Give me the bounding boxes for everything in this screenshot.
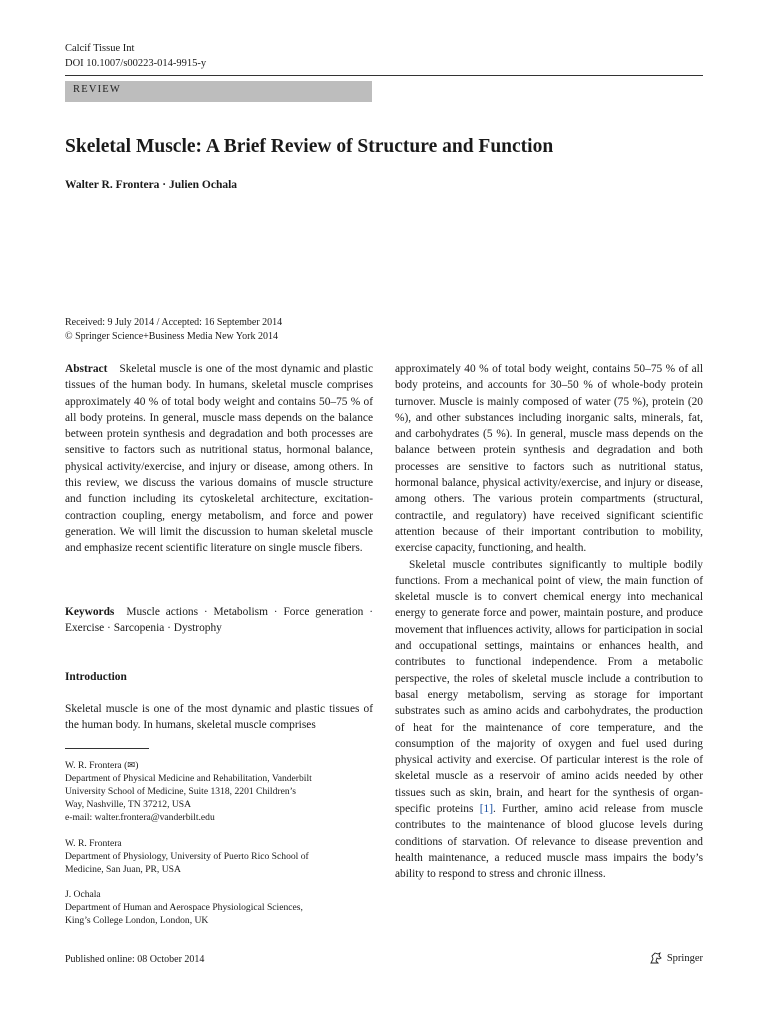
received-accepted: Received: 9 July 2014 / Accepted: 16 September 2014 — [65, 317, 283, 328]
keywords-text: Muscle actions · Metabolism · Force generation · Exercise · Sarcopenia · Dystrophy — [65, 606, 373, 635]
header-rule — [65, 75, 703, 76]
publisher-name: Springer — [666, 952, 703, 964]
paragraph-text: Skeletal muscle contributes significantly to multiple bodily functions. From a mechanical point of view, the main function of skeletal muscle is to convert chemical energy into mechanical energy to generate force and power, maintain posture, and produce movement that influences activity, allows for participation in social and occupational settings, maintains or enhances health, and contributes to functional independence. From a metabolic perspective, the roles of skeletal muscle include a contribution to basal energy metabolism, serving as storage for important substrates such as amino acids and carbohydrates, the production of heat for the maintenance of core temperature, and the consumption of the majority of oxygen and fuel used during physical activity and exercise. Of particular interest is the role of skeletal muscle as a reservoir of amino acids needed by other tissues such as skin, brain, and heart for the synthesis of organ-specific proteins — [395, 558, 703, 816]
publisher-logo — [649, 951, 703, 965]
affiliation-3 — [65, 888, 373, 927]
introduction-text: Skeletal muscle is one of the most dynamic and plastic tissues of the human body. In humans, skeletal muscle comprises — [65, 703, 373, 732]
affiliation-line: Department of Physical Medicine and Rehabilitation, Vanderbilt — [65, 773, 312, 784]
affiliation-email: e-mail: walter.frontera@vanderbilt.edu — [65, 812, 215, 823]
affiliation-line: Department of Physiology, University of Puerto Rico School of — [65, 851, 309, 862]
abstract-label: Abstract — [65, 363, 108, 375]
section-label: REVIEW — [73, 84, 122, 95]
copyright: © Springer Science+Business Media New York 2014 — [65, 331, 278, 342]
doi: DOI 10.1007/s00223-014-9915-y — [65, 58, 207, 69]
introduction-heading: Introduction — [65, 671, 127, 683]
body-paragraph-1: approximately 40 % of total body weight, contains 50–75 % of all body proteins, and accounts for 30–50 % of whole-body protein turnover. Muscle is mainly composed of water (75 %), protein (20 %), and other substances including inorganic salts, minerals, fat, and carbohydrates (5 %). In general, muscle mass depends on the balance between protein synthesis and degradation and both processes are sensitive to factors such as nutritional status, hormonal balance, physical activity/exercise, and injury or disease, among others. The various protein compartments (structural, contractile, and regulatory) have received significant scientific attention because of their important contribution to mobility, exercise capacity, functioning, and health. — [395, 363, 703, 555]
paragraph-text: . Further, amino acid release from muscle contributes to the maintenance of blood glucose levels during conditions of starvation. Of relevance to disease prevention and health maintenance, a reduced muscle mass impairs the body’s ability to respond to stress and chronic illness. — [395, 803, 703, 881]
affiliation-line: Way, Nashville, TN 37212, USA — [65, 799, 192, 810]
affiliation-line: Medicine, San Juan, PR, USA — [65, 864, 181, 875]
section-badge — [65, 81, 372, 102]
keywords-label: Keywords — [65, 606, 115, 618]
published-date: Published online: 08 October 2014 — [65, 954, 205, 965]
body-paragraph-2 — [395, 557, 703, 883]
body-right-column — [395, 361, 703, 883]
article-authors: Walter R. Frontera · Julien Ochala — [65, 179, 238, 191]
journal-header — [65, 41, 206, 71]
article-dates — [65, 316, 282, 344]
affiliation-2 — [65, 837, 373, 876]
keywords — [65, 604, 373, 637]
springer-horse-icon — [649, 951, 663, 965]
abstract-text: Skeletal muscle is one of the most dynamic and plastic tissues of the human body. In humans, skeletal muscle comprises approximately 40 % of total body weight and contains 50–75 % of all body proteins. In general, muscle mass depends on the balance between protein synthesis and degradation and both processes are sensitive to factors such as nutritional status, hormonal balance, physical activity/exercise, and injury or disease, among others. In this review, we discuss the various domains of muscle structure and function including its cytoskeletal architecture, excitation-contraction coupling, energy metabolism, and force and power generation. We will limit the discussion to human skeletal muscle and emphasize recent scientific literature on single muscle fibers. — [65, 363, 373, 555]
affiliation-line: Department of Human and Aerospace Physiological Sciences, — [65, 902, 303, 913]
affiliation-1 — [65, 759, 373, 824]
affiliation-line: University School of Medicine, Suite 1318, 2201 Children’s — [65, 786, 297, 797]
affiliation-rule — [65, 748, 149, 749]
citation-link[interactable]: [1] — [479, 803, 493, 816]
affiliation-name: W. R. Frontera (✉) — [65, 760, 139, 771]
affiliation-line: King’s College London, London, UK — [65, 915, 209, 926]
affiliation-name: W. R. Frontera — [65, 838, 122, 849]
affiliation-name: J. Ochala — [65, 889, 101, 900]
abstract — [65, 361, 373, 557]
journal-name: Calcif Tissue Int — [65, 43, 135, 54]
article-title: Skeletal Muscle: A Brief Review of Structure and Function — [65, 136, 554, 157]
